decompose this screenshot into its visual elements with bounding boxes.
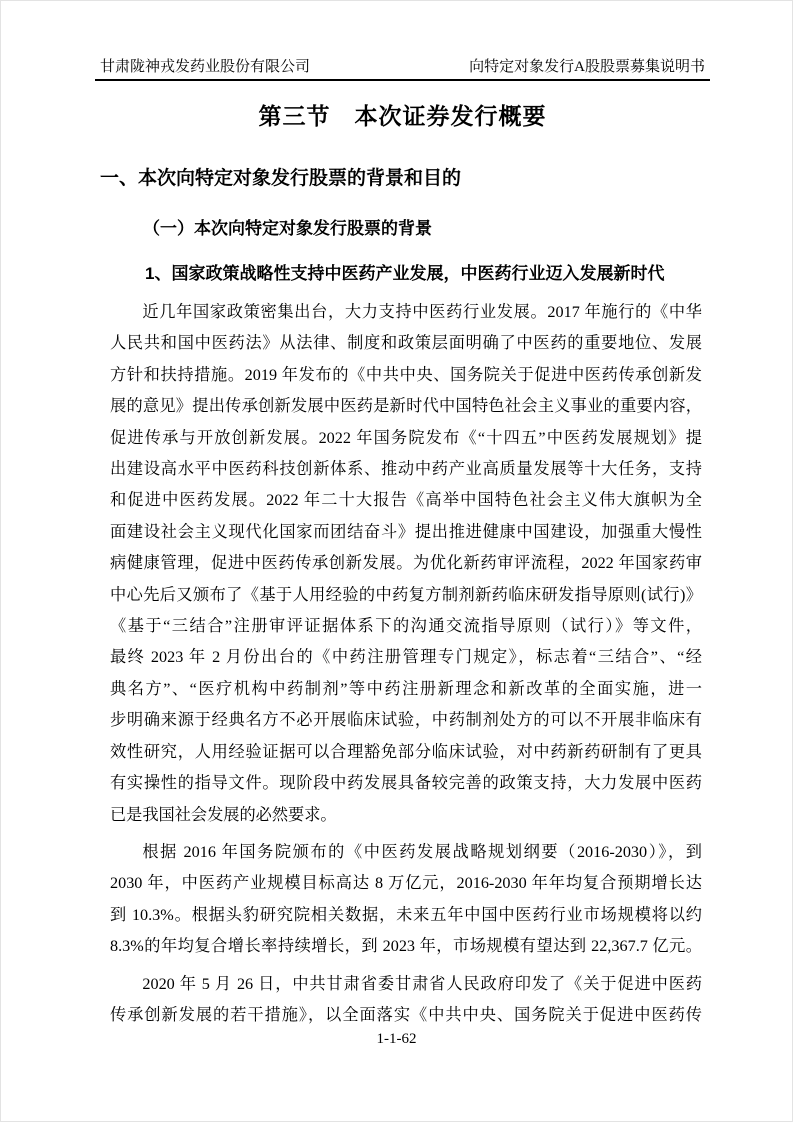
- running-header: [95, 0, 710, 81]
- text-line: 典名方”、“医疗机构中药制剂”等中药注册新理念和新改革的全面实施，进一: [110, 679, 702, 698]
- header-rule: [95, 79, 710, 81]
- page-number: 1-1-62: [376, 1031, 417, 1047]
- text-line: 2030 年，中医药产业规模目标高达 8 万亿元，2016-2030 年年均复合预期增长达: [110, 874, 702, 893]
- header-company-name: 甘肃陇神戎发药业股份有限公司: [100, 59, 311, 75]
- text-line: 中心先后又颁布了《基于人用经验的中药复方制剂新药临床研发指导原则(试行)》: [110, 585, 702, 604]
- text-line: 2020 年 5 月 26 日，中共甘肃省委甘肃省人民政府印发了《关于促进中医药: [142, 974, 702, 993]
- text-line: 传承创新发展的若干措施》，以全面落实《中共中央、国务院关于促进中医药传: [110, 1005, 702, 1024]
- text-line: 《基于“三结合”注册审评证据体系下的沟通交流指导原则（试行）》等文件，: [110, 617, 702, 636]
- text-line: 促进传承与开放创新发展。2022 年国务院发布《“十四五”中医药发展规划》提: [110, 428, 702, 447]
- text-line: 展的意见》提出传承创新发展中医药是新时代中国特色社会主义事业的重要内容，: [110, 397, 702, 416]
- section-heading-level1: 一、本次向特定对象发行股票的背景和目的: [100, 168, 462, 189]
- paragraph: [110, 969, 702, 1032]
- text-line: 最终 2023 年 2 月份出台的《中药注册管理专门规定》，标志着“三结合”、“经: [110, 648, 702, 667]
- text-line: 已是我国社会发展的必然要求。: [110, 805, 337, 824]
- paragraph: [110, 297, 702, 831]
- text-line: 根据 2016 年国务院颁布的《中医药发展战略规划纲要（2016-2030）》，到: [142, 842, 702, 861]
- text-line: 病健康管理，促进中医药传承创新发展。为优化新药审评流程，2022 年国家药审: [110, 554, 702, 573]
- running-header-row: [95, 59, 710, 76]
- text-line: 到 10.3%。根据头豹研究院相关数据，未来五年中国中医药行业市场规模将以约: [110, 905, 702, 924]
- section-heading-level3: 1、国家政策战略性支持中医药产业发展，中医药行业迈入发展新时代: [145, 264, 665, 283]
- text-line: 出建设高水平中医药科技创新体系、推动中药产业高质量发展等十大任务，支持: [110, 460, 702, 479]
- paragraph: [110, 837, 702, 963]
- text-line: 近几年国家政策密集出台，大力支持中医药行业发展。2017 年施行的《中华: [142, 303, 702, 321]
- text-line: 有实操性的指导文件。现阶段中药发展具备较完善的政策支持，大力发展中医药: [110, 774, 702, 793]
- text-line: 8.3%的年均复合增长率持续增长，到 2023 年，市场规模有望达到 22,367.7 亿元。: [110, 937, 702, 956]
- chapter-title: 第三节 本次证券发行概要: [258, 103, 547, 129]
- header-document-name: 向特定对象发行A股股票募集说明书: [469, 59, 705, 75]
- text-line: 方针和扶持措施。2019 年发布的《中共中央、国务院关于促进中医药传承创新发: [110, 365, 702, 384]
- section-heading-level2: （一）本次向特定对象发行股票的背景: [143, 219, 432, 238]
- text-line: 面建设社会主义现代化国家而团结奋斗》提出推进健康中国建设，加强重大慢性: [110, 522, 702, 541]
- text-line: 效性研究，人用经验证据可以合理豁免部分临床试验，对中药新药研制有了更具: [110, 742, 702, 761]
- text-line: 人民共和国中医药法》从法律、制度和政策层面明确了中医药的重要地位、发展: [110, 334, 702, 353]
- page-footer: [0, 1031, 793, 1048]
- text-line: 和促进中医药发展。2022 年二十大报告《高举中国特色社会主义伟大旗帜为全: [110, 491, 702, 510]
- text-line: 步明确来源于经典名方不必开展临床试验，中药制剂处方的可以不开展非临床有: [110, 711, 702, 730]
- body-text: [110, 297, 702, 1031]
